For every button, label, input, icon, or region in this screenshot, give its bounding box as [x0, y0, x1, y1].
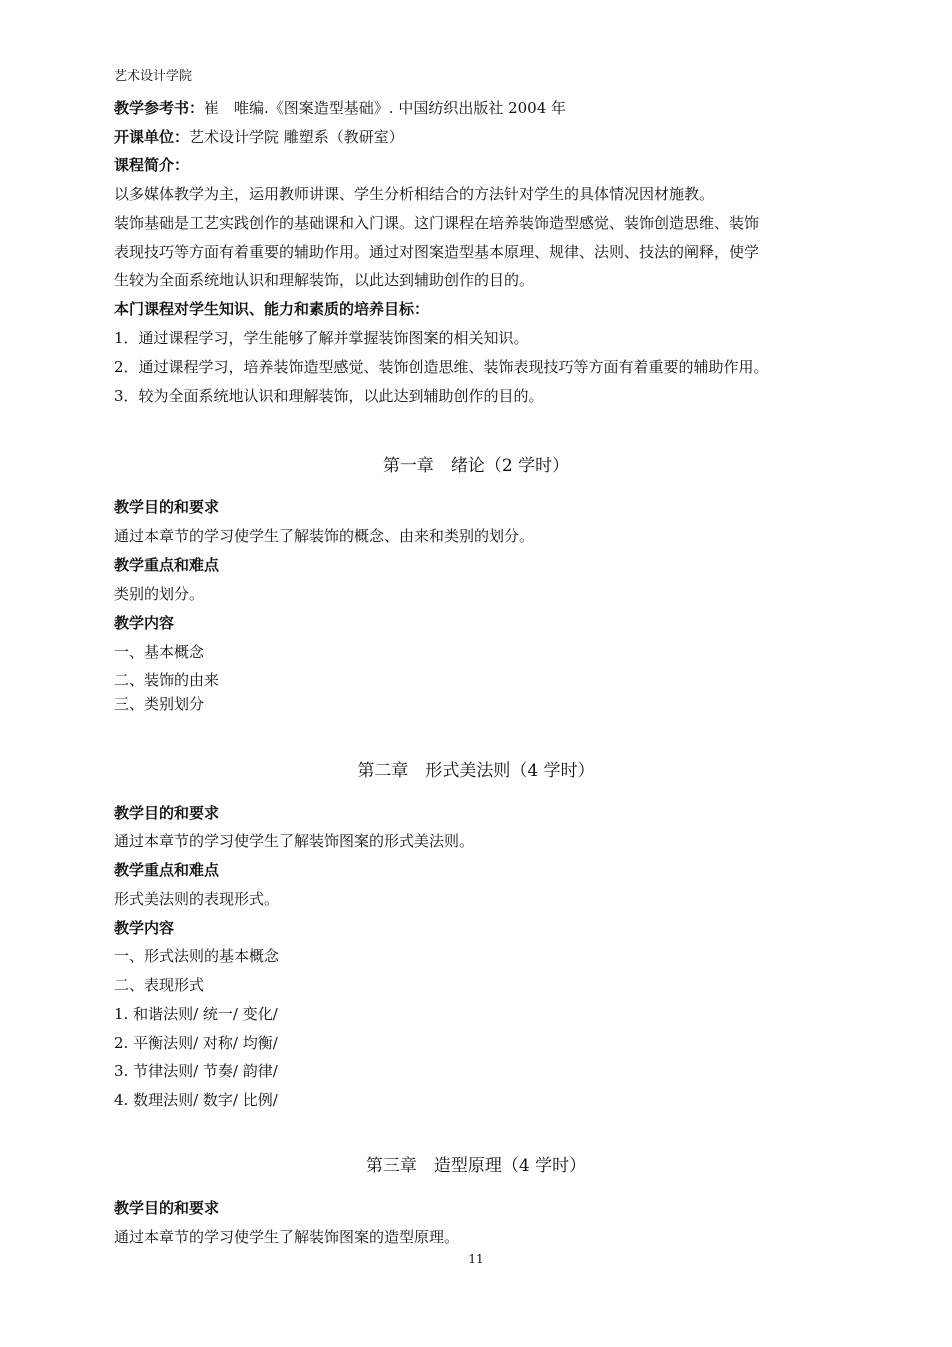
- chapter-2-aims: 通过本章节的学习使学生了解装饰图案的形式美法则。: [114, 832, 475, 850]
- course-intro-line: 装饰基础是工艺实践创作的基础课和入门课。这门课程在培养装饰造型感觉、装饰创造思维、装饰: [114, 214, 760, 232]
- chapter-1-title: 第一章 绪论（2 学时）: [382, 456, 570, 476]
- chapter-1-key: 类别的划分。: [114, 585, 205, 603]
- chapter-3-aims: 通过本章节的学习使学生了解装饰图案的造型原理。: [114, 1228, 460, 1246]
- chapter-2-key: 形式美法则的表现形式。: [114, 890, 280, 908]
- course-intro-line: 生较为全面系统地认识和理解装饰，以此达到辅助创作的目的。: [114, 271, 535, 289]
- chapter-2-content-item: 4. 数理法则/ 数字/ 比例/: [114, 1091, 278, 1109]
- training-goals-label: 本门课程对学生知识、能力和素质的培养目标：: [114, 300, 430, 318]
- chapter-1-content-item: 三、类别划分: [114, 695, 205, 713]
- chapter-2-key-label: 教学重点和难点: [114, 861, 220, 879]
- chapter-2-content-item: 二、表现形式: [114, 976, 205, 994]
- chapter-1-aims: 通过本章节的学习使学生了解装饰的概念、由来和类别的划分。: [114, 527, 535, 545]
- reference-book-line: [114, 98, 566, 118]
- chapter-1-content-item: 二、装饰的由来: [114, 671, 220, 689]
- chapter-1-key-label: 教学重点和难点: [114, 556, 220, 574]
- chapter-3-title: 第三章 造型原理（4 学时）: [365, 1156, 587, 1176]
- chapter-2-content-item: 1. 和谐法则/ 统一/ 变化/: [114, 1005, 278, 1023]
- reference-book-label: 教学参考书：: [114, 99, 205, 117]
- chapter-2-content-item: 3. 节律法则/ 节奏/ 韵律/: [114, 1062, 278, 1080]
- chapter-2-aims-label: 教学目的和要求: [114, 804, 220, 822]
- chapter-2-content-item: 2. 平衡法则/ 对称/ 均衡/: [114, 1034, 278, 1052]
- offering-unit-value: 艺术设计学院 雕塑系（教研室）: [189, 128, 404, 146]
- chapter-1-content-label: 教学内容: [114, 614, 175, 632]
- training-goal-item: 1．通过课程学习，学生能够了解并掌握装饰图案的相关知识。: [114, 329, 529, 347]
- course-intro-label: 课程简介：: [114, 156, 190, 174]
- chapter-1-content-item: 一、基本概念: [114, 643, 205, 661]
- course-intro-line: 以多媒体教学为主，运用教师讲课、学生分析相结合的方法针对学生的具体情况因材施教。: [114, 185, 715, 203]
- offering-unit-label: 开课单位：: [114, 128, 190, 146]
- page-number: 11: [468, 1252, 484, 1266]
- course-intro-line: 表现技巧等方面有着重要的辅助作用。通过对图案造型基本原理、规律、法则、技法的阐释，使学: [114, 243, 760, 261]
- chapter-2-content-label: 教学内容: [114, 919, 175, 937]
- chapter-1-aims-label: 教学目的和要求: [114, 498, 220, 516]
- chapter-2-content-item: 一、形式法则的基本概念: [114, 947, 280, 965]
- chapter-3-aims-label: 教学目的和要求: [114, 1199, 220, 1217]
- training-goal-item: 2．通过课程学习，培养装饰造型感觉、装饰创造思维、装饰表现技巧等方面有着重要的辅助作用。: [114, 358, 769, 376]
- reference-book-value: 崔 唯编.《图案造型基础》. 中国纺织出版社 2004 年: [204, 99, 567, 117]
- offering-unit-line: [114, 127, 404, 147]
- chapter-2-title: 第二章 形式美法则（4 学时）: [357, 761, 595, 781]
- header-fragment: 艺术设计学院: [114, 69, 193, 84]
- training-goal-item: 3．较为全面系统地认识和理解装饰，以此达到辅助创作的目的。: [114, 387, 544, 405]
